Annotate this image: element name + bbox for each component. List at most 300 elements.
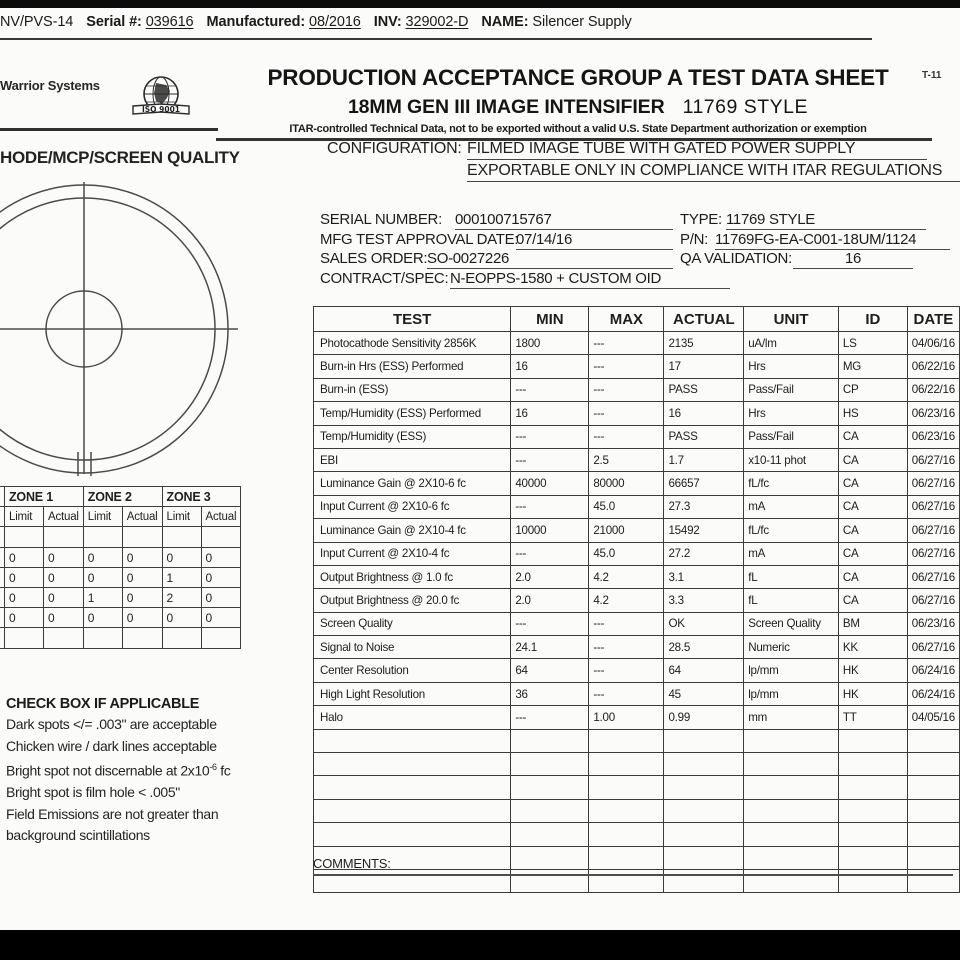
cell-test-name: Input Current @ 2X10-6 fc (314, 495, 511, 518)
cell-id-value: KK (838, 636, 907, 659)
zone-cell[interactable]: 0 (122, 608, 162, 628)
cell-max-value: --- (589, 355, 664, 378)
zone-cell[interactable]: 0 (201, 608, 241, 628)
cell-blank-max-value[interactable] (589, 729, 664, 752)
cell-id-value: HS (838, 402, 907, 425)
configuration-row-1 (327, 139, 947, 161)
cell-min-value: 1800 (511, 332, 589, 355)
cell-test-name: Temp/Humidity (ESS) Performed (314, 402, 511, 425)
cell-blank-unit-value[interactable] (744, 753, 839, 776)
cell-test-name: Center Resolution (314, 659, 511, 682)
column-header-id: ID (838, 307, 907, 332)
zone-cell[interactable]: 0 (83, 568, 122, 588)
cell-date-value: 06/27/16 (907, 589, 959, 612)
zone-spacer-cell (83, 527, 122, 548)
cell-blank-max-value[interactable] (589, 799, 664, 822)
zone-cell[interactable]: 0 (201, 548, 241, 568)
cell-id-value: HK (838, 659, 907, 682)
mfg-test-approval-date-value: 07/14/16 (516, 231, 673, 250)
zone-cell[interactable]: 0 (5, 568, 44, 588)
note-background-scintillations: background scintillations (6, 827, 150, 844)
table-row (314, 542, 960, 565)
cell-blank-unit-value[interactable] (744, 869, 839, 892)
table-row (314, 706, 960, 729)
cell-blank-min-value[interactable] (511, 799, 589, 822)
cell-max-value: --- (589, 425, 664, 448)
cell-blank-date-value[interactable] (907, 846, 959, 869)
cell-blank-actual-value[interactable] (664, 823, 744, 846)
page-subtitle-text: 18MM GEN III IMAGE INTENSIFIER (347, 96, 665, 118)
model-label: NV/PVS-14 (0, 14, 74, 30)
zone-header-2: ZONE 2 (83, 487, 162, 507)
cell-blank-id-value[interactable] (838, 823, 907, 846)
zone-cell[interactable]: 0 (44, 568, 84, 588)
check-box-notes-title: CHECK BOX IF APPLICABLE (6, 696, 200, 712)
cell-max-value: --- (589, 612, 664, 635)
zone-subheader-row (0, 507, 241, 527)
cell-actual-value: 16 (664, 402, 744, 425)
zone-header-3: ZONE 3 (162, 487, 241, 507)
manufactured-value: 08/2016 (309, 14, 361, 30)
cell-unit-value: lp/mm (744, 682, 839, 705)
test-table-header-row (314, 307, 960, 332)
zone-table-row (0, 588, 241, 608)
table-row-blank[interactable] (314, 776, 960, 799)
table-row (314, 448, 960, 471)
cell-blank-min-value[interactable] (511, 823, 589, 846)
cell-min-value: 24.1 (511, 636, 589, 659)
page-subtitle-style: 11769 STYLE (682, 96, 809, 118)
serial-row-sales-order (320, 250, 950, 270)
table-row (314, 472, 960, 495)
customer-name-label: NAME: (481, 14, 529, 30)
cell-min-value: 40000 (511, 472, 589, 495)
cell-test-name: Signal to Noise (314, 636, 511, 659)
cell-min-value: --- (511, 378, 589, 401)
cell-max-value: --- (589, 332, 664, 355)
test-data-sheet-page (0, 8, 960, 930)
configuration-value-line-2: EXPORTABLE ONLY IN COMPLIANCE WITH ITAR REGULATIONS (467, 162, 960, 182)
zone2-actual-header: Actual (122, 507, 162, 527)
cell-date-value: 06/27/16 (907, 448, 959, 471)
configuration-block (327, 139, 947, 183)
cell-test-name: High Light Resolution (314, 682, 511, 705)
cell-actual-value: 3.3 (664, 589, 744, 612)
table-row (314, 425, 960, 448)
type-value: 11769 STYLE (726, 211, 926, 230)
cell-min-value: --- (511, 542, 589, 565)
cell-id-value: CA (838, 495, 907, 518)
cell-actual-value: PASS (664, 425, 744, 448)
table-row (314, 519, 960, 542)
zone-table-row (0, 548, 241, 568)
cell-id-value: CA (838, 542, 907, 565)
cell-actual-value: 3.1 (664, 565, 744, 588)
cell-date-value: 06/27/16 (907, 472, 959, 495)
cell-actual-value: 17 (664, 355, 744, 378)
cell-blank-test-name[interactable] (314, 869, 511, 892)
zone-header-row (0, 487, 241, 507)
cell-max-value: 45.0 (589, 542, 664, 565)
cell-test-name: Output Brightness @ 20.0 fc (314, 589, 511, 612)
cell-test-name: Halo (314, 706, 511, 729)
cell-min-value: --- (511, 495, 589, 518)
table-row (314, 355, 960, 378)
serial-label: Serial #: (86, 14, 142, 30)
cell-blank-test-name[interactable] (314, 753, 511, 776)
cell-blank-date-value[interactable] (907, 869, 959, 892)
manufactured-label: Manufactured: (206, 14, 306, 30)
zone-cell[interactable]: 0 (201, 568, 241, 588)
column-header-actual: ACTUAL (664, 307, 744, 332)
column-header-max: MAX (589, 307, 664, 332)
table-row (314, 332, 960, 355)
check-box-notes (6, 696, 306, 847)
cell-blank-min-value[interactable] (511, 753, 589, 776)
zone-limits-table (0, 486, 241, 649)
cell-max-value: 4.2 (589, 589, 664, 612)
cell-unit-value: x10-11 phot (744, 448, 839, 471)
unit-identification-strip (0, 14, 960, 40)
configuration-value-line-1: FILMED IMAGE TUBE WITH GATED POWER SUPPLY (467, 140, 927, 160)
cell-date-value: 06/27/16 (907, 565, 959, 588)
cell-unit-value: Numeric (744, 636, 839, 659)
zone-spacer-cell (122, 527, 162, 548)
cell-unit-value: fL (744, 589, 839, 612)
cell-max-value: --- (589, 636, 664, 659)
zone-cell[interactable]: 0 (5, 588, 44, 608)
cell-blank-test-name[interactable] (314, 823, 511, 846)
cell-blank-id-value[interactable] (838, 799, 907, 822)
zone-cell[interactable]: 0 (122, 588, 162, 608)
cell-blank-max-value[interactable] (589, 776, 664, 799)
table-row-blank[interactable] (314, 823, 960, 846)
zone-spacer-cell (201, 527, 241, 548)
cell-actual-value: 2135 (664, 332, 744, 355)
zone-cell[interactable]: 0 (201, 588, 241, 608)
cell-blank-test-name[interactable] (314, 729, 511, 752)
cell-max-value: 1.00 (589, 706, 664, 729)
zone-spacer-cell (122, 628, 162, 649)
form-corner-mark: T-11 (922, 70, 942, 81)
zone-cell[interactable]: 0 (122, 548, 162, 568)
cell-unit-value: Screen Quality (744, 612, 839, 635)
cell-date-value: 06/24/16 (907, 682, 959, 705)
customer-name-value: Silencer Supply (532, 14, 632, 30)
zone3-limit-header: Limit (162, 507, 201, 527)
cell-unit-value: Pass/Fail (744, 425, 839, 448)
cell-max-value: 80000 (589, 472, 664, 495)
cell-blank-min-value[interactable] (511, 846, 589, 869)
cell-test-name: Temp/Humidity (ESS) (314, 425, 511, 448)
cell-blank-id-value[interactable] (838, 729, 907, 752)
table-row-blank[interactable] (314, 869, 960, 892)
cell-date-value: 06/23/16 (907, 425, 959, 448)
cell-unit-value: Hrs (744, 402, 839, 425)
screen-quality-zone-diagram (0, 174, 238, 484)
cell-actual-value: 0.99 (664, 706, 744, 729)
zone-cell[interactable]: 0 (83, 608, 122, 628)
cell-blank-max-value[interactable] (589, 869, 664, 892)
zone-table-trailing-row (0, 628, 241, 649)
cell-test-name: Screen Quality (314, 612, 511, 635)
cell-test-name: EBI (314, 448, 511, 471)
comments-line[interactable] (313, 874, 953, 876)
cell-id-value: CA (838, 565, 907, 588)
cell-max-value: --- (589, 682, 664, 705)
cell-id-value: CA (838, 519, 907, 542)
cell-blank-id-value[interactable] (838, 846, 907, 869)
cell-date-value: 06/22/16 (907, 378, 959, 401)
cell-blank-date-value[interactable] (907, 753, 959, 776)
table-row (314, 636, 960, 659)
zone-cell[interactable]: 0 (162, 548, 201, 568)
note-film-hole[interactable]: Bright spot is film hole < .005" (6, 784, 180, 801)
company-name: Warrior Systems (0, 78, 100, 93)
page-subtitle (228, 94, 928, 120)
note-bright-spot-prefix: Bright spot not discernable at 2x10 (6, 762, 210, 779)
cell-date-value: 06/23/16 (907, 612, 959, 635)
cell-actual-value: OK (664, 612, 744, 635)
zone-cell[interactable]: 0 (44, 588, 84, 608)
configuration-label: CONFIGURATION: (327, 140, 462, 157)
serial-row-mfg-date (320, 231, 950, 251)
cell-blank-min-value[interactable] (511, 776, 589, 799)
cell-blank-test-name[interactable] (314, 799, 511, 822)
zone-cell[interactable]: 0 (162, 608, 201, 628)
zone-table-body (0, 527, 241, 649)
zone-spacer-cell (5, 527, 44, 548)
cell-blank-test-name[interactable] (314, 776, 511, 799)
zone1-limit-header: Limit (5, 507, 44, 527)
cell-max-value: 21000 (589, 519, 664, 542)
table-row (314, 682, 960, 705)
cell-actual-value: 66657 (664, 472, 744, 495)
cell-unit-value: lp/mm (744, 659, 839, 682)
cell-test-name: Photocathode Sensitivity 2856K (314, 332, 511, 355)
table-row (314, 495, 960, 518)
cell-id-value: CA (838, 472, 907, 495)
cell-actual-value: 1.7 (664, 448, 744, 471)
serial-value: 039616 (145, 14, 194, 30)
note-bright-spot-exponent: -6 (209, 762, 217, 772)
table-row (314, 378, 960, 401)
zone-cell[interactable]: 0 (5, 608, 44, 628)
type-label: TYPE: (680, 211, 722, 228)
cell-blank-min-value[interactable] (511, 869, 589, 892)
cell-min-value: --- (511, 425, 589, 448)
note-dark-spots[interactable]: Dark spots </= .003" are acceptable (6, 716, 217, 732)
contract-spec-value: N-EOPPS-1580 + CUSTOM OID (450, 270, 730, 289)
cell-min-value: 2.0 (511, 565, 589, 588)
cell-test-name: Burn-in Hrs (ESS) Performed (314, 355, 511, 378)
cell-blank-unit-value[interactable] (744, 823, 839, 846)
table-row-blank[interactable] (314, 799, 960, 822)
cell-actual-value: 64 (664, 659, 744, 682)
cell-actual-value: 27.3 (664, 495, 744, 518)
svg-text:ISO 9001: ISO 9001 (141, 105, 181, 115)
zone1-actual-header: Actual (44, 507, 84, 527)
note-field-emissions[interactable]: Field Emissions are not greater than (6, 805, 219, 822)
cell-max-value: 2.5 (589, 448, 664, 471)
table-row (314, 589, 960, 612)
cell-min-value: 64 (511, 659, 589, 682)
cell-unit-value: Hrs (744, 355, 839, 378)
cell-id-value: BM (838, 612, 907, 635)
cell-date-value: 04/05/16 (907, 706, 959, 729)
cell-id-value: LS (838, 332, 907, 355)
inv-value: 329002-D (405, 14, 469, 30)
zone-cell[interactable]: 2 (162, 588, 201, 608)
cell-max-value: 45.0 (589, 495, 664, 518)
serial-number-value: 000100715767 (455, 211, 673, 230)
cell-unit-value: fL (744, 565, 839, 588)
table-row-blank[interactable] (314, 846, 960, 869)
cell-blank-id-value[interactable] (838, 776, 907, 799)
note-chicken-wire[interactable]: Chicken wire / dark lines acceptable (6, 737, 217, 754)
table-row (314, 402, 960, 425)
cell-date-value: 06/22/16 (907, 355, 959, 378)
zone-cell[interactable]: 0 (44, 608, 84, 628)
cell-date-value: 06/24/16 (907, 659, 959, 682)
zone-cell[interactable]: 1 (83, 588, 122, 608)
cell-blank-date-value[interactable] (907, 823, 959, 846)
cell-blank-actual-value[interactable] (664, 846, 744, 869)
cell-test-name: Burn-in (ESS) (314, 378, 511, 401)
cell-date-value: 04/06/16 (907, 332, 959, 355)
cell-date-value: 06/27/16 (907, 519, 959, 542)
cell-blank-id-value[interactable] (838, 753, 907, 776)
zone-spacer-cell (83, 628, 122, 649)
column-header-test: TEST (314, 307, 511, 332)
column-header-date: DATE (907, 307, 959, 332)
cell-test-name: Output Brightness @ 1.0 fc (314, 565, 511, 588)
zone-cell[interactable]: 0 (122, 568, 162, 588)
zone-table-spacer-row (0, 527, 241, 548)
cell-test-name: Luminance Gain @ 2X10-6 fc (314, 472, 511, 495)
cell-blank-actual-value[interactable] (664, 729, 744, 752)
cell-actual-value: 45 (664, 682, 744, 705)
cell-min-value: --- (511, 706, 589, 729)
cell-blank-actual-value[interactable] (664, 753, 744, 776)
cell-blank-actual-value[interactable] (664, 869, 744, 892)
cell-unit-value: mA (744, 542, 839, 565)
cell-blank-id-value[interactable] (838, 869, 907, 892)
table-row-blank[interactable] (314, 729, 960, 752)
note-bright-spot-suffix: fc (216, 762, 231, 779)
cell-blank-unit-value[interactable] (744, 729, 839, 752)
cell-date-value: 06/27/16 (907, 542, 959, 565)
cell-blank-unit-value[interactable] (744, 846, 839, 869)
zone-table-row (0, 608, 241, 628)
zone2-limit-header: Limit (83, 507, 122, 527)
zone-cell[interactable]: 0 (44, 548, 84, 568)
cell-max-value: 4.2 (589, 565, 664, 588)
cell-id-value: CA (838, 425, 907, 448)
cell-blank-max-value[interactable] (589, 846, 664, 869)
zone-cell[interactable]: 0 (5, 548, 44, 568)
zone-spacer-cell (44, 527, 84, 548)
cell-id-value: CP (838, 378, 907, 401)
cell-min-value: --- (511, 612, 589, 635)
note-bright-spot-discernable[interactable] (6, 757, 306, 782)
cell-min-value: 10000 (511, 519, 589, 542)
cell-date-value: 06/27/16 (907, 495, 959, 518)
qa-validation-label: QA VALIDATION: (680, 250, 792, 267)
cell-actual-value: 27.2 (664, 542, 744, 565)
cell-id-value: CA (838, 589, 907, 612)
part-number-value: 11769FG-EA-C001-18UM/1124 (715, 231, 950, 250)
sales-order-value: SO-0027226 (427, 250, 673, 269)
table-row-blank[interactable] (314, 753, 960, 776)
zone3-actual-header: Actual (201, 507, 241, 527)
cell-unit-value: fL/fc (744, 519, 839, 542)
cell-blank-date-value[interactable] (907, 799, 959, 822)
qa-validation-value: 16 (793, 250, 913, 269)
cell-min-value: 36 (511, 682, 589, 705)
section-title-cathode-mcp-screen-quality: HODE/MCP/SCREEN QUALITY (0, 148, 240, 167)
id-strip-underline (0, 38, 872, 40)
page-title: PRODUCTION ACCEPTANCE GROUP A TEST DATA SHEET (267, 65, 889, 90)
configuration-row-2 (327, 161, 947, 183)
cell-blank-max-value[interactable] (589, 753, 664, 776)
cell-actual-value: PASS (664, 378, 744, 401)
cell-blank-min-value[interactable] (511, 729, 589, 752)
cell-min-value: 16 (511, 402, 589, 425)
part-number-label: P/N: (680, 230, 708, 248)
cell-max-value: --- (589, 378, 664, 401)
comments-label: COMMENTS: (313, 856, 391, 871)
mfg-test-approval-date-label: MFG TEST APPROVAL DATE: (320, 230, 519, 248)
zone-cell[interactable]: 1 (162, 568, 201, 588)
letterhead-divider (0, 128, 218, 131)
cell-blank-actual-value[interactable] (664, 776, 744, 799)
cell-unit-value: mA (744, 495, 839, 518)
cell-blank-date-value[interactable] (907, 776, 959, 799)
zone-table-row (0, 568, 241, 588)
zone-spacer-cell (162, 527, 201, 548)
document-title-block (228, 64, 928, 137)
cell-min-value: --- (511, 448, 589, 471)
table-row (314, 565, 960, 588)
cell-blank-date-value[interactable] (907, 729, 959, 752)
column-header-unit: UNIT (744, 307, 839, 332)
top-black-border (0, 0, 960, 8)
cell-test-name: Luminance Gain @ 2X10-4 fc (314, 519, 511, 542)
column-header-min: MIN (511, 307, 589, 332)
cell-unit-value: fL/fc (744, 472, 839, 495)
cell-blank-unit-value[interactable] (744, 776, 839, 799)
cell-blank-actual-value[interactable] (664, 799, 744, 822)
cell-actual-value: 15492 (664, 519, 744, 542)
cell-min-value: 16 (511, 355, 589, 378)
cell-blank-unit-value[interactable] (744, 799, 839, 822)
zone-spacer-cell (44, 628, 84, 649)
cell-id-value: CA (838, 448, 907, 471)
serial-row-serial-number (320, 211, 950, 231)
cell-unit-value: mm (744, 706, 839, 729)
contract-spec-label: CONTRACT/SPEC: (320, 269, 449, 287)
cell-max-value: --- (589, 659, 664, 682)
cell-blank-max-value[interactable] (589, 823, 664, 846)
table-row (314, 659, 960, 682)
cell-unit-value: Pass/Fail (744, 378, 839, 401)
zone-cell[interactable]: 0 (83, 548, 122, 568)
cell-id-value: TT (838, 706, 907, 729)
test-results-table (313, 306, 960, 893)
test-table-body (314, 332, 960, 893)
iso-9001-registered-firm-logo (118, 74, 204, 120)
